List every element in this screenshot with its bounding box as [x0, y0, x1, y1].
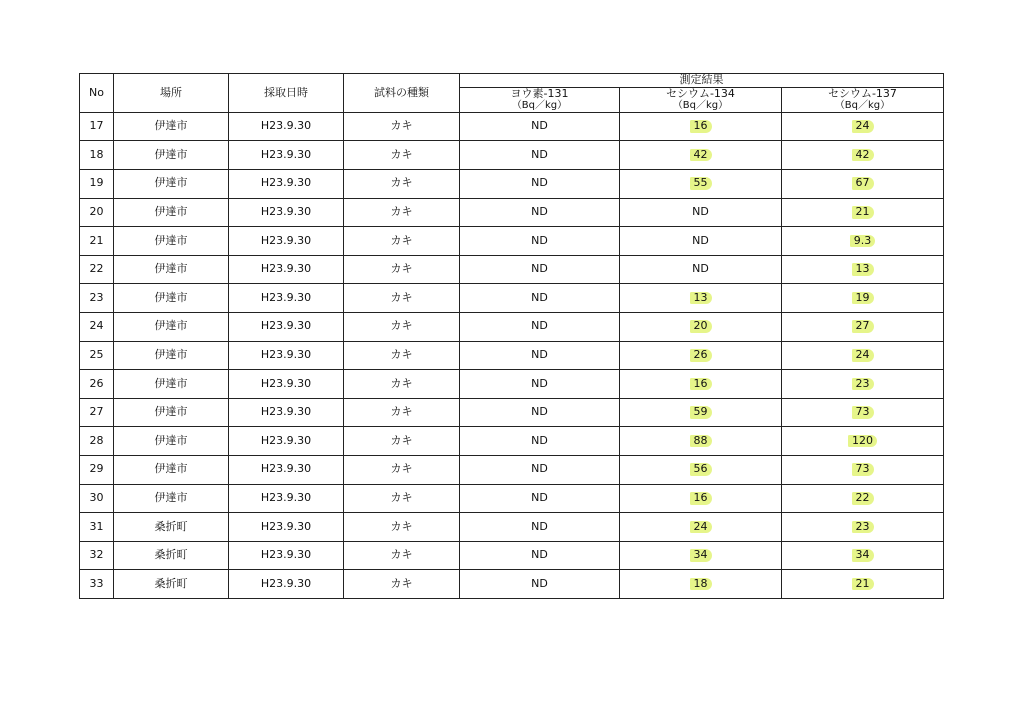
cell-cs134 [620, 169, 782, 198]
cell-cs137 [782, 284, 944, 313]
table-row [80, 370, 944, 399]
cell-place [114, 198, 229, 227]
cell-i131-value: ND [531, 233, 548, 247]
cell-place-value: 伊達市 [154, 319, 188, 333]
table-row [80, 541, 944, 570]
cell-no-value: 18 [89, 147, 104, 161]
table-row [80, 341, 944, 370]
cell-cs134 [620, 570, 782, 599]
cell-cs137-value: 24 [852, 120, 874, 133]
cell-no-value: 33 [89, 576, 104, 590]
cell-sample-value: カキ [390, 519, 413, 533]
cell-date-value: H23.9.30 [260, 433, 312, 447]
cell-i131 [460, 141, 620, 170]
cell-cs137-value: 21 [852, 206, 874, 219]
cell-cs134 [620, 370, 782, 399]
cell-sample-value: カキ [390, 262, 413, 276]
cell-cs137 [782, 141, 944, 170]
cell-date-value: H23.9.30 [260, 205, 312, 219]
cell-place-value: 伊達市 [154, 205, 188, 219]
cell-cs134-value: 20 [690, 320, 712, 333]
cell-no-value: 23 [89, 290, 104, 304]
cell-cs137 [782, 427, 944, 456]
cell-place [114, 169, 229, 198]
cell-cs137-value: 23 [852, 521, 874, 534]
cell-sample [344, 484, 460, 513]
cell-sample [344, 513, 460, 542]
cell-cs137-value: 73 [852, 406, 874, 419]
cell-sample-value: カキ [390, 490, 413, 504]
cell-cs134-value: 88 [690, 435, 712, 448]
cell-no [80, 370, 114, 399]
cell-sample [344, 341, 460, 370]
cell-sample-value: カキ [390, 290, 413, 304]
cell-date-value: H23.9.30 [260, 119, 312, 133]
cell-cs134 [620, 141, 782, 170]
cell-cs137-value: 19 [852, 292, 874, 305]
header-sample: 試料の種類 [344, 74, 460, 113]
cell-sample [344, 169, 460, 198]
cell-sample [344, 427, 460, 456]
cell-i131-value: ND [531, 262, 548, 276]
cell-date [229, 141, 344, 170]
header-place: 場所 [114, 74, 229, 113]
cell-date-value: H23.9.30 [260, 462, 312, 476]
cell-sample-value: カキ [390, 576, 413, 590]
cell-no-value: 19 [89, 176, 104, 190]
cell-cs134 [620, 513, 782, 542]
cell-date-value: H23.9.30 [260, 376, 312, 390]
cell-cs134-value: 24 [690, 521, 712, 534]
cell-place-value: 桑折町 [154, 519, 188, 533]
cell-place-value: 伊達市 [154, 176, 188, 190]
cell-no-value: 22 [89, 262, 104, 276]
table-header [80, 74, 944, 113]
cell-no [80, 169, 114, 198]
cell-date-value: H23.9.30 [260, 519, 312, 533]
cell-no [80, 284, 114, 313]
cell-cs137 [782, 341, 944, 370]
cell-i131-value: ND [531, 576, 548, 590]
cell-cs134-value: 56 [690, 463, 712, 476]
cell-i131 [460, 370, 620, 399]
cell-date [229, 427, 344, 456]
cell-cs137-value: 22 [852, 492, 874, 505]
cell-place [114, 370, 229, 399]
cell-place-value: 伊達市 [154, 405, 188, 419]
cell-cs134-value: 18 [690, 578, 712, 591]
cell-cs134 [620, 284, 782, 313]
cell-no [80, 513, 114, 542]
cell-sample [344, 255, 460, 284]
cell-no-value: 26 [89, 376, 104, 390]
table-row [80, 284, 944, 313]
cell-place-value: 伊達市 [154, 490, 188, 504]
cell-no [80, 341, 114, 370]
cell-cs134-value: 34 [690, 549, 712, 562]
cell-place [114, 484, 229, 513]
header-cs137-unit: （Bq／kg） [834, 100, 891, 112]
cell-no-value: 31 [89, 519, 104, 533]
cell-no [80, 312, 114, 341]
table-row [80, 112, 944, 141]
cell-sample [344, 141, 460, 170]
table-row [80, 513, 944, 542]
cell-place [114, 227, 229, 256]
cell-place [114, 255, 229, 284]
table-row [80, 455, 944, 484]
table-row [80, 312, 944, 341]
table-body [80, 112, 944, 598]
cell-place [114, 284, 229, 313]
cell-i131-value: ND [531, 176, 548, 190]
cell-place-value: 伊達市 [154, 462, 188, 476]
cell-no-value: 29 [89, 462, 104, 476]
cell-cs137 [782, 112, 944, 141]
cell-place-value: 桑折町 [154, 548, 188, 562]
cell-date-value: H23.9.30 [260, 319, 312, 333]
cell-sample [344, 312, 460, 341]
cell-place [114, 341, 229, 370]
cell-date-value: H23.9.30 [260, 548, 312, 562]
cell-place [114, 141, 229, 170]
cell-date-value: H23.9.30 [260, 147, 312, 161]
cell-place [114, 112, 229, 141]
cell-no [80, 541, 114, 570]
cell-cs137 [782, 227, 944, 256]
cell-sample-value: カキ [390, 205, 413, 219]
cell-no [80, 112, 114, 141]
cell-sample-value: カキ [390, 405, 413, 419]
table-row [80, 484, 944, 513]
cell-cs134 [620, 541, 782, 570]
cell-cs137 [782, 169, 944, 198]
cell-i131 [460, 312, 620, 341]
cell-sample-value: カキ [390, 119, 413, 133]
cell-place [114, 427, 229, 456]
cell-no [80, 255, 114, 284]
cell-cs137 [782, 484, 944, 513]
cell-date [229, 484, 344, 513]
cell-sample-value: カキ [390, 233, 413, 247]
cell-i131-value: ND [531, 290, 548, 304]
cell-cs134 [620, 398, 782, 427]
cell-cs134 [620, 255, 782, 284]
cell-sample [344, 398, 460, 427]
cell-date [229, 541, 344, 570]
table-row [80, 227, 944, 256]
header-i131 [460, 87, 620, 112]
cell-date [229, 570, 344, 599]
cell-date [229, 341, 344, 370]
cell-date-value: H23.9.30 [260, 348, 312, 361]
cell-i131 [460, 570, 620, 599]
cell-cs137-value: 34 [852, 549, 874, 562]
cell-cs137-value: 27 [852, 320, 874, 333]
cell-date [229, 398, 344, 427]
table-row [80, 169, 944, 198]
cell-i131 [460, 169, 620, 198]
header-i131-label: ヨウ素-131 [510, 86, 569, 100]
cell-date [229, 513, 344, 542]
cell-i131 [460, 341, 620, 370]
cell-sample [344, 541, 460, 570]
cell-date-value: H23.9.30 [260, 405, 312, 419]
cell-cs134-value: ND [692, 262, 709, 276]
table-row [80, 255, 944, 284]
cell-place-value: 伊達市 [154, 348, 188, 361]
cell-cs137 [782, 398, 944, 427]
cell-no-value: 21 [89, 233, 104, 247]
cell-cs134 [620, 227, 782, 256]
cell-cs134-value: 55 [690, 177, 712, 190]
cell-no [80, 141, 114, 170]
cell-cs137-value: 23 [852, 378, 874, 391]
cell-place-value: 伊達市 [154, 376, 188, 390]
cell-place-value: 伊達市 [154, 262, 188, 276]
cell-sample [344, 112, 460, 141]
cell-place-value: 伊達市 [154, 119, 188, 133]
cell-cs134-value: 16 [690, 120, 712, 133]
cell-no-value: 25 [89, 348, 104, 361]
cell-sample [344, 227, 460, 256]
cell-cs137 [782, 255, 944, 284]
cell-place-value: 伊達市 [154, 290, 188, 304]
cell-date-value: H23.9.30 [260, 290, 312, 304]
cell-date [229, 169, 344, 198]
cell-sample [344, 455, 460, 484]
cell-place [114, 312, 229, 341]
cell-i131 [460, 484, 620, 513]
cell-date-value: H23.9.30 [260, 233, 312, 247]
cell-no-value: 30 [89, 490, 104, 504]
cell-cs137 [782, 455, 944, 484]
cell-i131 [460, 198, 620, 227]
cell-cs137-value: 120 [848, 435, 877, 448]
cell-cs134-value: ND [692, 233, 709, 247]
cell-place-value: 伊達市 [154, 233, 188, 247]
header-no: No [80, 74, 114, 113]
cell-i131-value: ND [531, 519, 548, 533]
cell-place-value: 伊達市 [154, 147, 188, 161]
cell-cs137-value: 24 [852, 349, 874, 362]
header-cs134-label: セシウム-134 [666, 86, 735, 100]
cell-i131-value: ND [531, 205, 548, 219]
results-table [79, 73, 944, 599]
cell-date [229, 255, 344, 284]
table-row [80, 141, 944, 170]
cell-sample-value: カキ [390, 376, 413, 390]
cell-no-value: 17 [89, 119, 104, 133]
cell-place [114, 513, 229, 542]
cell-no-value: 28 [89, 433, 104, 447]
cell-cs134-value: 26 [690, 349, 712, 362]
cell-no [80, 198, 114, 227]
cell-date [229, 112, 344, 141]
cell-no [80, 427, 114, 456]
cell-no [80, 227, 114, 256]
cell-cs134-value: 42 [690, 149, 712, 162]
cell-place [114, 455, 229, 484]
cell-cs134 [620, 312, 782, 341]
cell-cs134 [620, 341, 782, 370]
cell-sample-value: カキ [390, 176, 413, 190]
cell-sample-value: カキ [390, 319, 413, 333]
cell-i131-value: ND [531, 490, 548, 504]
cell-no-value: 27 [89, 405, 104, 419]
header-cs134-unit: （Bq／kg） [672, 100, 729, 112]
cell-cs137 [782, 198, 944, 227]
cell-i131 [460, 227, 620, 256]
cell-place-value: 伊達市 [154, 433, 188, 447]
cell-cs137 [782, 513, 944, 542]
cell-i131-value: ND [531, 319, 548, 333]
cell-i131 [460, 398, 620, 427]
header-cs137-label: セシウム-137 [828, 86, 897, 100]
cell-i131 [460, 427, 620, 456]
cell-cs134 [620, 112, 782, 141]
cell-place-value: 桑折町 [154, 576, 188, 590]
header-results-group: 測定結果 [460, 74, 944, 88]
cell-i131 [460, 255, 620, 284]
cell-i131-value: ND [531, 433, 548, 447]
cell-i131 [460, 455, 620, 484]
cell-cs134 [620, 198, 782, 227]
table-row [80, 398, 944, 427]
cell-cs134-value: 16 [690, 378, 712, 391]
cell-cs134 [620, 455, 782, 484]
cell-cs137-value: 73 [852, 463, 874, 476]
header-date: 採取日時 [229, 74, 344, 113]
cell-cs137 [782, 312, 944, 341]
cell-cs137 [782, 570, 944, 599]
cell-i131 [460, 284, 620, 313]
cell-cs134-value: ND [692, 205, 709, 219]
cell-place [114, 570, 229, 599]
cell-sample-value: カキ [390, 462, 413, 476]
cell-cs137-value: 13 [852, 263, 874, 276]
cell-sample [344, 370, 460, 399]
cell-i131-value: ND [531, 405, 548, 419]
cell-date [229, 370, 344, 399]
header-i131-unit: （Bq／kg） [511, 100, 568, 112]
cell-cs137-value: 21 [852, 578, 874, 591]
cell-date-value: H23.9.30 [260, 490, 312, 504]
cell-sample-value: カキ [390, 548, 413, 562]
cell-date [229, 227, 344, 256]
cell-cs134-value: 16 [690, 492, 712, 505]
cell-sample-value: カキ [390, 433, 413, 447]
cell-date [229, 198, 344, 227]
cell-date-value: H23.9.30 [260, 576, 312, 590]
cell-i131-value: ND [531, 548, 548, 562]
cell-i131-value: ND [531, 119, 548, 133]
cell-i131 [460, 513, 620, 542]
cell-no-value: 20 [89, 205, 104, 219]
table-row [80, 198, 944, 227]
cell-no [80, 570, 114, 599]
cell-no [80, 455, 114, 484]
cell-cs134 [620, 427, 782, 456]
cell-cs137 [782, 370, 944, 399]
cell-i131 [460, 541, 620, 570]
table-row [80, 570, 944, 599]
cell-no [80, 484, 114, 513]
cell-i131-value: ND [531, 462, 548, 476]
table-row [80, 427, 944, 456]
header-cs137 [782, 87, 944, 112]
cell-sample-value: カキ [390, 348, 413, 361]
cell-i131-value: ND [531, 348, 548, 361]
cell-i131 [460, 112, 620, 141]
cell-date-value: H23.9.30 [260, 262, 312, 276]
cell-sample [344, 284, 460, 313]
cell-no [80, 398, 114, 427]
cell-cs137-value: 42 [852, 149, 874, 162]
header-cs134 [620, 87, 782, 112]
cell-date [229, 284, 344, 313]
cell-date-value: H23.9.30 [260, 176, 312, 190]
cell-cs134-value: 13 [690, 292, 712, 305]
cell-cs134 [620, 484, 782, 513]
cell-cs137-value: 67 [852, 177, 874, 190]
cell-sample [344, 198, 460, 227]
cell-sample-value: カキ [390, 147, 413, 161]
cell-no-value: 32 [89, 548, 104, 562]
cell-place [114, 398, 229, 427]
cell-sample [344, 570, 460, 599]
cell-cs137-value: 9.3 [850, 235, 876, 248]
measurement-sheet [79, 73, 943, 599]
cell-no-value: 24 [89, 319, 104, 333]
cell-date [229, 455, 344, 484]
cell-cs134-value: 59 [690, 406, 712, 419]
cell-i131-value: ND [531, 147, 548, 161]
cell-place [114, 541, 229, 570]
cell-i131-value: ND [531, 376, 548, 390]
cell-cs137 [782, 541, 944, 570]
cell-date [229, 312, 344, 341]
